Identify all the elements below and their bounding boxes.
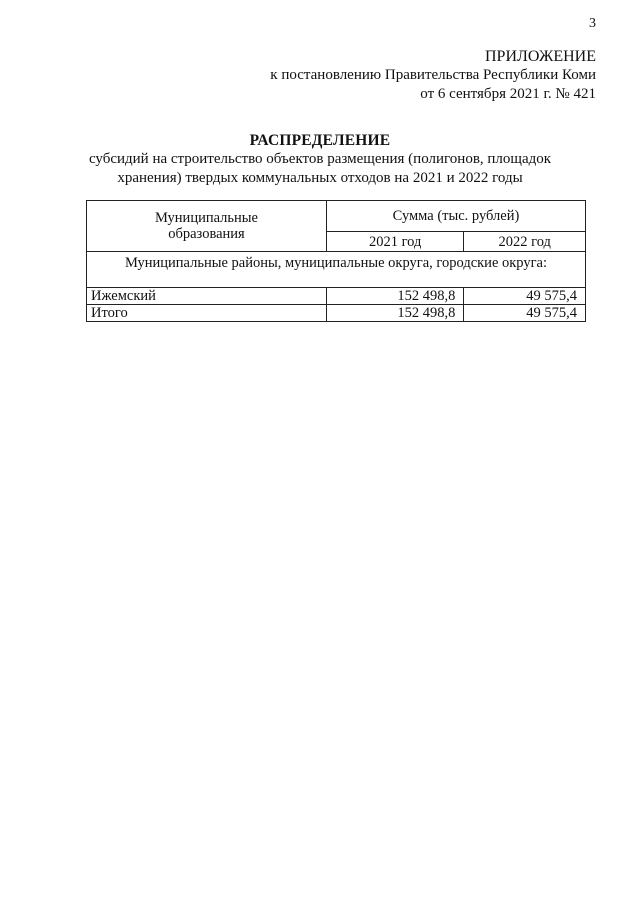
appendix-resolution-line: к постановлению Правительства Республики Коми	[270, 67, 596, 83]
table-row	[87, 288, 586, 305]
document-title: РАСПРЕДЕЛЕНИЕ	[249, 132, 391, 149]
row-value-2021: 152 498,8	[326, 288, 463, 305]
appendix-date-line: от 6 сентября 2021 г. № 421	[420, 86, 596, 102]
row-value-2022: 49 575,4	[464, 305, 586, 322]
subsidy-table	[86, 200, 586, 322]
appendix-block	[270, 47, 596, 104]
header-municipality-line-1: Муниципальные	[155, 210, 258, 226]
page-number: 3	[589, 16, 596, 31]
document-subtitle-line-1: субсидий на строительство объектов размещения (полигонов, площадок	[88, 151, 552, 167]
header-year-2021: 2021 год	[326, 232, 463, 252]
appendix-title: ПРИЛОЖЕНИЕ	[484, 48, 596, 65]
row-value-2021: 152 498,8	[326, 305, 463, 322]
header-sum: Сумма (тыс. рублей)	[326, 201, 585, 232]
table-row-total	[87, 305, 586, 322]
header-year-2022: 2022 год	[464, 232, 586, 252]
header-municipality	[87, 201, 327, 252]
table-header-row	[87, 201, 586, 232]
document-heading	[0, 131, 640, 188]
document-subtitle-line-2: хранения) твердых коммунальных отходов на 2021 и 2022 годы	[117, 170, 523, 186]
row-value-2022: 49 575,4	[464, 288, 586, 305]
row-municipality-name: Итого	[87, 305, 327, 322]
section-label: Муниципальные районы, муниципальные округа, городские округа:	[87, 252, 586, 288]
header-municipality-line-2: образования	[168, 226, 245, 242]
row-municipality-name: Ижемский	[87, 288, 327, 305]
section-row	[87, 252, 586, 288]
